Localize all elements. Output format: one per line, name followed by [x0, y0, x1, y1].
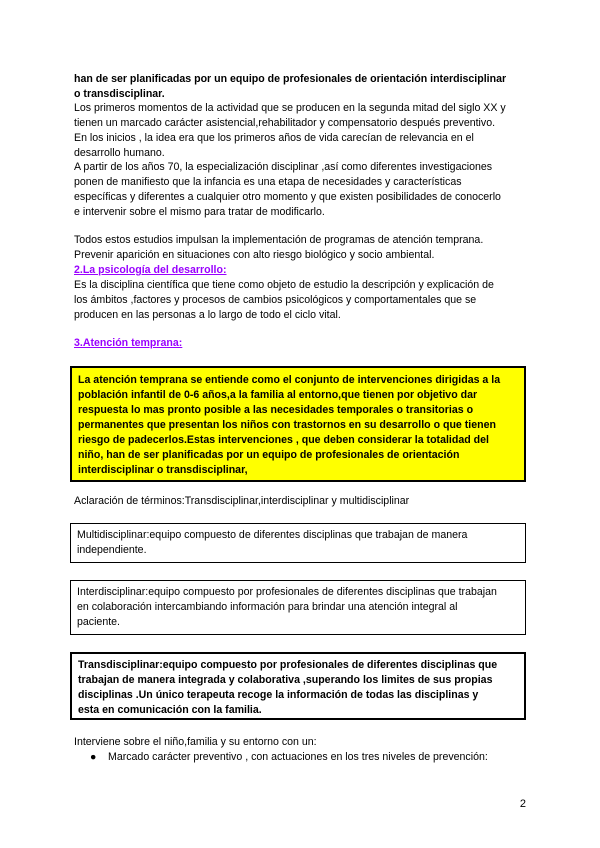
paragraph-history	[74, 101, 534, 161]
seventies-line-1: A partir de los años 70, la especialización disciplinar ,así como diferentes investigaciones	[74, 161, 493, 173]
trans-line-4: esta en comunicación con la familia.	[78, 704, 262, 716]
trans-line-1: Transdisciplinar:equipo compuesto por profesionales de diferentes disciplinas que	[78, 659, 498, 671]
clarification-line: Aclaración de términos:Transdisciplinar,interdisciplinar y multidisciplinar	[74, 495, 410, 507]
definition-line-2: población infantil de 0-6 años,a la familia al entorno,que tienen por objetivo dar	[78, 389, 478, 401]
clarification-text	[74, 494, 534, 509]
inter-line-2: en colaboración intercambiando información para brindar una atención integral al	[77, 601, 458, 613]
studies-line-2: Prevenir aparición en situaciones con alto riesgo biológico y socio ambiental.	[74, 249, 435, 261]
psychology-line-3: producen en las personas a lo largo de todo el ciclo vital.	[74, 309, 341, 321]
paragraph-studies	[74, 233, 534, 263]
highlight-definition-box	[70, 366, 526, 482]
bullet-text: Marcado carácter preventivo , con actuaciones en los tres niveles de prevención:	[108, 751, 488, 763]
history-line-4: desarrollo humano.	[74, 147, 165, 159]
transdisciplinar-box	[70, 652, 526, 720]
multi-line-1: Multidisciplinar:equipo compuesto de diferentes disciplinas que trabajan de manera	[77, 529, 468, 541]
history-line-1: Los primeros momentos de la actividad que se producen en la segunda mitad del siglo XX y	[74, 102, 506, 114]
history-line-3: En los inicios , la idea era que los primeros años de vida carecían de relevancia en el	[74, 132, 474, 144]
intro-bold-line-2: o transdisciplinar.	[74, 88, 165, 100]
page-number: 2	[519, 798, 526, 810]
section-heading-psychology: 2.La psicología del desarrollo:	[74, 264, 227, 276]
seventies-line-2: ponen de manifiesto que la infancia es una etapa de necesidades y características	[74, 176, 462, 188]
history-line-2: tienen un marcado carácter asistencial,rehabilitador y compensatorio después preventivo.	[74, 117, 496, 129]
section-psychology	[74, 263, 534, 323]
bullet-icon: ●	[90, 751, 97, 763]
definition-line-7: interdisciplinar o transdisciplinar,	[78, 464, 248, 476]
interdisciplinar-box	[70, 580, 526, 635]
definition-line-6: niño, han de ser planificadas por un equipo de profesionales de orientación	[78, 449, 460, 461]
intervention-text	[74, 735, 534, 750]
trans-line-3: disciplinas .Un único terapeuta recoge la información de todas las disciplinas y	[78, 689, 479, 701]
definition-line-1: La atención temprana se entiende como el conjunto de intervenciones dirigidas a la	[78, 374, 501, 386]
paragraph-seventies	[74, 160, 534, 220]
seventies-line-4: e intervenir sobre el mismo para tratar de modificarlo.	[74, 206, 325, 218]
seventies-line-3: específicas y diferentes a cualquier otro momento y que existen posibilidades de conocerlo	[74, 191, 501, 203]
studies-line-1: Todos estos estudios impulsan la implementación de programas de atención temprana.	[74, 234, 484, 246]
definition-line-3: respuesta lo mas pronto posible a las necesidades temporales o transitorias o	[78, 404, 474, 416]
psychology-line-2: los ámbitos ,factores y procesos de cambios psicológicos y comportamentales que se	[74, 294, 477, 306]
section-heading-early-care-wrap	[74, 336, 534, 351]
intro-bold-line-1: han de ser planificadas por un equipo de profesionales de orientación interdisciplinar	[74, 73, 507, 85]
section-heading-early-care: 3.Atención temprana:	[74, 337, 183, 349]
inter-line-1: Interdisciplinar:equipo compuesto por profesionales de diferentes disciplinas que trabajan	[77, 586, 497, 598]
list-item	[90, 750, 530, 765]
psychology-line-1: Es la disciplina científica que tiene como objeto de estudio la descripción y explicación de	[74, 279, 494, 291]
multidisciplinar-box	[70, 523, 526, 563]
multi-line-2: independiente.	[77, 544, 147, 556]
definition-line-5: riesgo de padecerlos.Estas intervenciones , que deben considerar la totalidad del	[78, 434, 489, 446]
trans-line-2: trabajan de manera integrada y colaborativa ,superando los limites de sus propias	[78, 674, 493, 686]
definition-line-4: permanentes que presentan los niños con trastornos en su desarrollo o que tienen	[78, 419, 496, 431]
intervention-line: Interviene sobre el niño,familia y su entorno con un:	[74, 736, 317, 748]
intro-bold-text	[74, 72, 534, 102]
inter-line-3: paciente.	[77, 616, 120, 628]
